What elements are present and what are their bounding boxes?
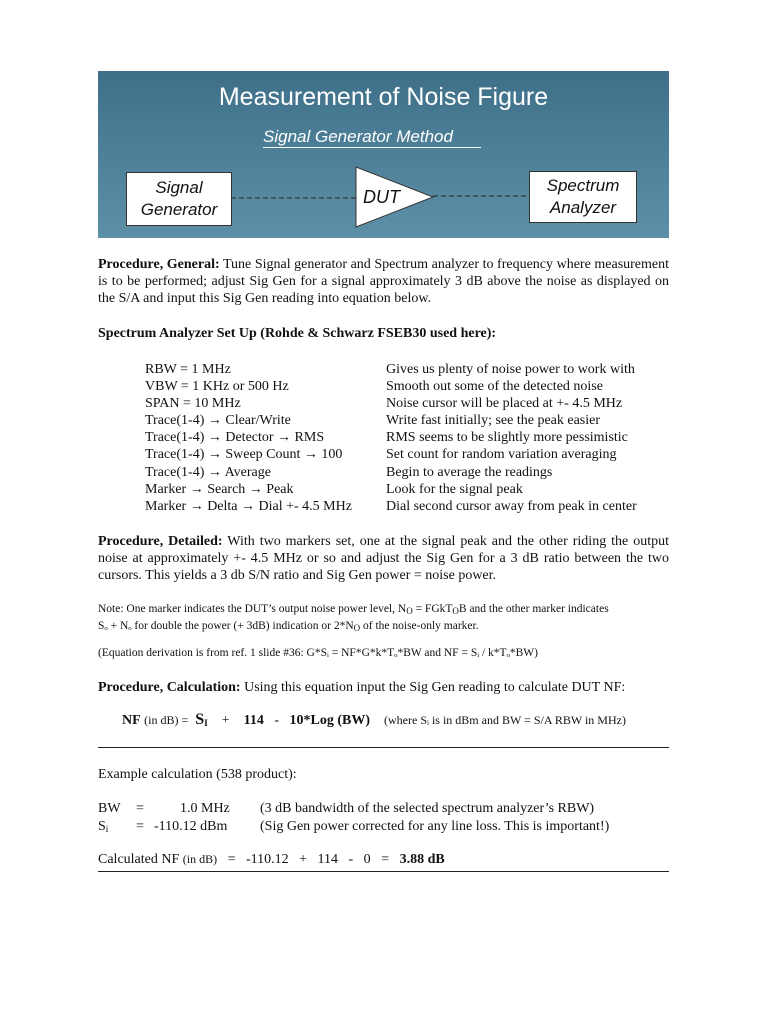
si-label-s: S	[98, 819, 106, 834]
setup-setting: SPAN = 10 MHz	[145, 396, 241, 412]
procedure-calculation-label: Procedure, Calculation:	[98, 680, 241, 695]
eq-minus: -	[274, 713, 280, 728]
procedure-detailed-label: Procedure, Detailed:	[98, 534, 223, 549]
eq-where: (where Sᵢ is in dBm and BW = S/A RBW in MHz)	[384, 713, 626, 727]
note-line-2-b: of the noise-only marker.	[360, 620, 479, 632]
setup-note: Set count for random variation averaging	[386, 447, 617, 463]
procedure-calculation-text: Using this equation input the Sig Gen reading to calculate DUT NF:	[244, 680, 626, 695]
setup-heading: Spectrum Analyzer Set Up (Rohde & Schwarz FSEB30 used here):	[98, 326, 497, 341]
signal-generator-line1: Signal	[155, 178, 203, 197]
procedure-general	[98, 256, 669, 307]
eq-si	[195, 711, 207, 728]
example-heading: Example calculation (538 product):	[98, 767, 297, 782]
calc-expr: = -110.12 + 114 - 0 =	[227, 852, 390, 867]
example-si-row	[98, 819, 609, 835]
setup-setting: VBW = 1 KHz or 500 Hz	[145, 379, 289, 395]
si-value: -110.12 dBm	[154, 819, 228, 834]
note-line-2-a: Sₒ + Nₒ for double the power (+ 3dB) indication or 2*N	[98, 620, 354, 632]
note-sub: O	[452, 606, 459, 616]
setup-setting: Trace(1-4) → Average	[145, 464, 271, 480]
setup-note: Smooth out some of the detected noise	[386, 379, 603, 395]
setup-note: Begin to average the readings	[386, 464, 553, 480]
setup-setting: Trace(1-4) → Clear/Write	[145, 413, 291, 429]
nf-equation	[122, 711, 626, 729]
bw-note: (3 dB bandwidth of the selected spectrum analyzer’s RBW)	[260, 801, 595, 816]
divider-top	[98, 747, 669, 748]
eq-const: 114	[243, 713, 264, 728]
calculated-nf-row	[98, 852, 445, 868]
derivation-note: (Equation derivation is from ref. 1 slide #36: G*Sᵢ = NF*G*k*Tₒ*BW and NF = Sᵢ / k*Tₒ*BW)	[98, 647, 538, 659]
note-sub: O	[353, 623, 361, 633]
calc-in-db: (in dB)	[182, 852, 218, 866]
setup-note: Dial second cursor away from peak in center	[386, 498, 637, 514]
setup-note: Gives us plenty of noise power to work with	[386, 362, 635, 377]
signal-generator-line2: Generator	[140, 200, 218, 219]
setup-row	[145, 361, 637, 378]
setup-row	[145, 395, 637, 412]
example-bw-row	[98, 801, 594, 817]
note-line-1	[98, 602, 669, 619]
spectrum-analyzer-line1: Spectrum	[546, 176, 620, 195]
calc-label: Calculated NF	[98, 852, 180, 867]
note-sub: O	[406, 606, 413, 616]
procedure-calculation	[98, 679, 669, 696]
setup-setting: RBW = 1 MHz	[145, 362, 231, 377]
setup-row	[145, 481, 637, 498]
bw-value: 1.0 MHz	[180, 801, 230, 816]
setup-note: Noise cursor will be placed at +- 4.5 MHz	[386, 396, 623, 412]
setup-row	[145, 498, 637, 515]
eq-si-sub: I	[204, 718, 208, 728]
divider-bottom	[98, 871, 669, 872]
si-label	[98, 819, 136, 835]
setup-setting: Trace(1-4) → Sweep Count → 100	[145, 447, 343, 463]
setup-row	[145, 446, 637, 463]
eq-in-db: (in dB) =	[144, 713, 189, 727]
procedure-general-text: Tune Signal generator and Spectrum analyzer to frequency where measurement is to be performed; adjust Sig Gen for a signal approximately 3 dB above the noise as displayed on the S/A and input this Sig Gen reading into equation below.	[98, 257, 670, 306]
note-text	[98, 602, 669, 636]
si-label-sub: i	[105, 824, 109, 834]
setup-setting: Marker → Search → Peak	[145, 481, 294, 497]
note-line-1-b: = FGkT	[412, 603, 453, 615]
calc-result: 3.88 dB	[399, 852, 445, 867]
note-line-1-a: Note: One marker indicates the DUT’s output noise power level, N	[98, 603, 407, 615]
banner-subtitle: Signal Generator Method	[263, 127, 481, 148]
procedure-detailed	[98, 533, 669, 584]
setup-row	[145, 378, 637, 395]
setup-row	[145, 412, 637, 429]
setup-setting: Marker → Delta → Dial +- 4.5 MHz	[145, 498, 352, 514]
title-banner	[98, 71, 669, 238]
setup-setting: Trace(1-4) → Detector → RMS	[145, 430, 325, 446]
procedure-general-label: Procedure, General:	[98, 257, 220, 272]
spectrum-analyzer-box	[529, 171, 637, 223]
setup-note: RMS seems to be slightly more pessimistic	[386, 430, 628, 446]
signal-generator-box	[126, 172, 232, 226]
note-line-2	[98, 619, 669, 636]
eq-log: 10*Log (BW)	[289, 713, 371, 728]
bw-label: BW	[98, 801, 121, 816]
note-line-1-c: B and the other marker indicates	[458, 603, 609, 615]
eq-plus: +	[221, 713, 230, 728]
spectrum-analyzer-line2: Analyzer	[549, 198, 617, 217]
setup-note: Write fast initially; see the peak easier	[386, 413, 601, 429]
dut-label: DUT	[363, 187, 400, 207]
banner-title: Measurement of Noise Figure	[218, 83, 549, 111]
setup-table	[145, 361, 637, 515]
si-note: (Sig Gen power corrected for any line loss. This is important!)	[260, 819, 610, 834]
setup-row	[145, 429, 637, 446]
si-eq: =	[136, 819, 144, 834]
eq-nf: NF	[122, 713, 141, 728]
setup-row	[145, 464, 637, 481]
procedure-detailed-text: With two markers set, one at the signal peak and the other riding the output noise at approximately +- 4.5 MHz or so and adjust the Sig Gen for a 3 dB ratio between the two cursors. This yields a 3 db S/N ratio and Sig Gen power = noise power.	[98, 534, 669, 583]
bw-eq: =	[136, 801, 144, 816]
eq-si-s: S	[195, 711, 205, 728]
setup-note: Look for the signal peak	[386, 481, 523, 497]
